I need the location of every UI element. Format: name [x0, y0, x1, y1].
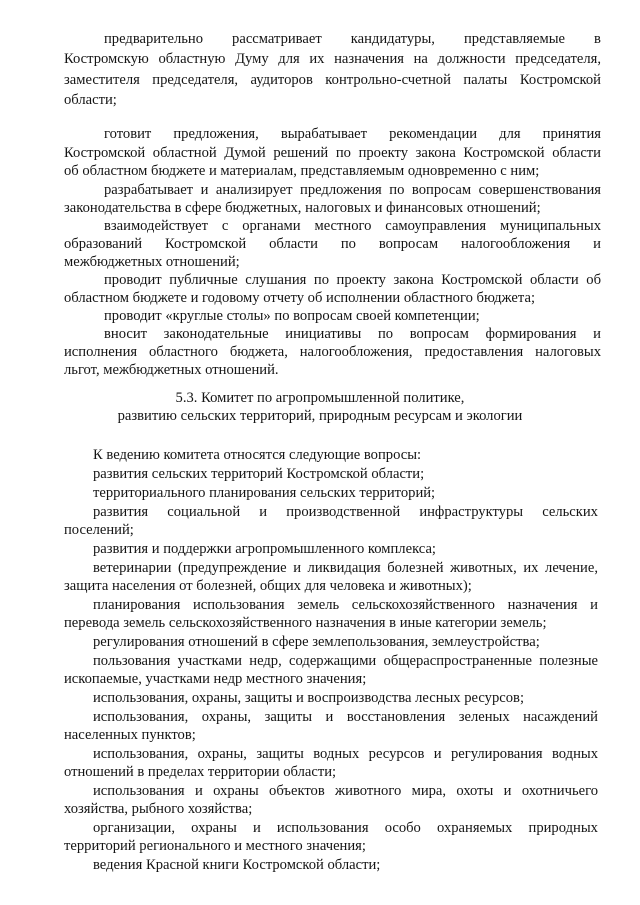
word: защиты — [264, 709, 313, 725]
word: охраны — [191, 820, 237, 836]
word: вырабатывает — [280, 126, 368, 142]
list-item: ветеринарии (предупреждение и ликвидация болезней животных, их лечение, — [93, 560, 598, 576]
word: охраны, — [201, 709, 252, 725]
word: использования — [276, 820, 369, 836]
word: по — [340, 236, 356, 252]
word: организации, — [93, 820, 175, 836]
word: сельских — [542, 504, 598, 520]
word: и — [259, 504, 268, 520]
word: производственной — [286, 504, 401, 520]
word: вопросам — [378, 236, 439, 252]
word: в — [594, 31, 601, 47]
list-item-justified — [93, 820, 598, 838]
text-line: Костромскую областную Думу для их назначения на должности председателя, — [64, 51, 601, 67]
text-line: межбюджетных отношений; — [64, 254, 240, 270]
text-line-justified — [104, 326, 601, 344]
text-line-justified — [64, 236, 601, 254]
word: рекомендации — [389, 126, 478, 142]
list-item-justified — [93, 504, 598, 522]
list-item-continuation: хозяйства, рыбного хозяйства; — [64, 801, 253, 817]
list-item-continuation: поселений; — [64, 522, 134, 538]
word: и — [593, 236, 601, 252]
text-line: областном бюджете и годовому отчету об исполнении областного бюджета; — [64, 290, 536, 306]
text-line: об областном бюджете и материалам, представляемым одновременно с ним; — [64, 163, 540, 179]
word: использования, — [93, 709, 189, 725]
word: Костромской — [165, 236, 247, 252]
list-item-justified — [93, 709, 598, 727]
list-item-continuation: отношений в пределах территории области; — [64, 764, 337, 780]
word: налогообложения — [461, 236, 571, 252]
list-item: пользования участками недр, содержащими общераспространенные полезные — [93, 653, 598, 669]
word: инфраструктуры — [419, 504, 524, 520]
word: и — [252, 820, 261, 836]
list-item-continuation: населенных пунктов; — [64, 727, 196, 743]
list-item: регулирования отношений в сфере землепользования, землеустройства; — [93, 634, 540, 650]
word: кандидатуры, — [350, 31, 435, 47]
text-line: проводит «круглые столы» по вопросам своей компетенции; — [104, 308, 480, 324]
text-line: разрабатывает и анализирует предложения по вопросам совершенствования — [104, 182, 601, 198]
word: восстановления — [346, 709, 446, 725]
word: природных — [528, 820, 598, 836]
text-line: льгот, межбюджетных отношений. — [64, 362, 279, 378]
word: вносит — [104, 326, 148, 342]
text-line: Костромской областной Думой решений по проекту закона Костромской области — [64, 145, 601, 161]
text-line-justified — [104, 31, 601, 49]
word: насаждений — [523, 709, 598, 725]
word: предварительно — [104, 31, 203, 47]
word: развития — [93, 504, 149, 520]
word: инициативы — [285, 326, 362, 342]
word: особо — [384, 820, 421, 836]
text-line: взаимодействует с органами местного самоуправления муниципальных — [104, 218, 601, 234]
word: охраняемых — [437, 820, 513, 836]
list-item-continuation: территорий регионального и местного значения; — [64, 838, 366, 854]
word: и — [593, 326, 601, 342]
list-item: использования, охраны, защиты и воспроизводства лесных ресурсов; — [93, 690, 524, 706]
list-item: использования, охраны, защиты водных ресурсов и регулирования водных — [93, 746, 598, 762]
word: для — [499, 126, 521, 142]
word: законодательные — [163, 326, 269, 342]
word: формирования — [485, 326, 577, 342]
word: рассматривает — [232, 31, 322, 47]
list-item: использования и охраны объектов животного мира, охоты и охотничьего — [93, 783, 598, 799]
word: зеленых — [458, 709, 510, 725]
word: и — [325, 709, 334, 725]
text-line: К ведению комитета относятся следующие вопросы: — [93, 447, 422, 463]
text-line: исполнения областного бюджета, налогообложения, предоставления налоговых — [64, 344, 601, 360]
list-item-continuation: перевода земель сельскохозяйственного назначения в иные категории земель; — [64, 615, 547, 631]
text-line: области; — [64, 92, 117, 108]
word: представляемые — [463, 31, 565, 47]
list-item: развития сельских территорий Костромской области; — [93, 466, 425, 482]
word: по — [377, 326, 394, 342]
word: вопросам — [409, 326, 469, 342]
list-item: развития и поддержки агропромышленного комплекса; — [93, 541, 436, 557]
text-line: проводит публичные слушания по проекту закона Костромской области об — [104, 272, 601, 288]
section-heading-line2: развитию сельских территорий, природным ресурсам и экологии — [117, 408, 523, 424]
word: принятия — [542, 126, 601, 142]
list-item: планирования использования земель сельскохозяйственного назначения и — [93, 597, 598, 613]
word: образований — [64, 236, 143, 252]
word: предложения, — [173, 126, 259, 142]
list-item: территориального планирования сельских территорий; — [93, 485, 436, 501]
word: готовит — [104, 126, 152, 142]
list-item-continuation: ископаемые, участками недр местного значения; — [64, 671, 367, 687]
text-line-justified — [104, 126, 601, 144]
text-line: заместителя председателя, аудиторов контрольно-счетной палаты Костромской — [64, 72, 601, 88]
text-line: законодательства в сфере бюджетных, налоговых и финансовых отношений; — [64, 200, 541, 216]
word: социальной — [167, 504, 241, 520]
section-heading-line1: 5.3. Комитет по агропромышленной политике, — [175, 390, 465, 406]
list-item: ведения Красной книги Костромской области; — [93, 857, 381, 873]
word: области — [269, 236, 318, 252]
list-item-continuation: защита населения от болезней, общих для человека и животных); — [64, 578, 472, 594]
